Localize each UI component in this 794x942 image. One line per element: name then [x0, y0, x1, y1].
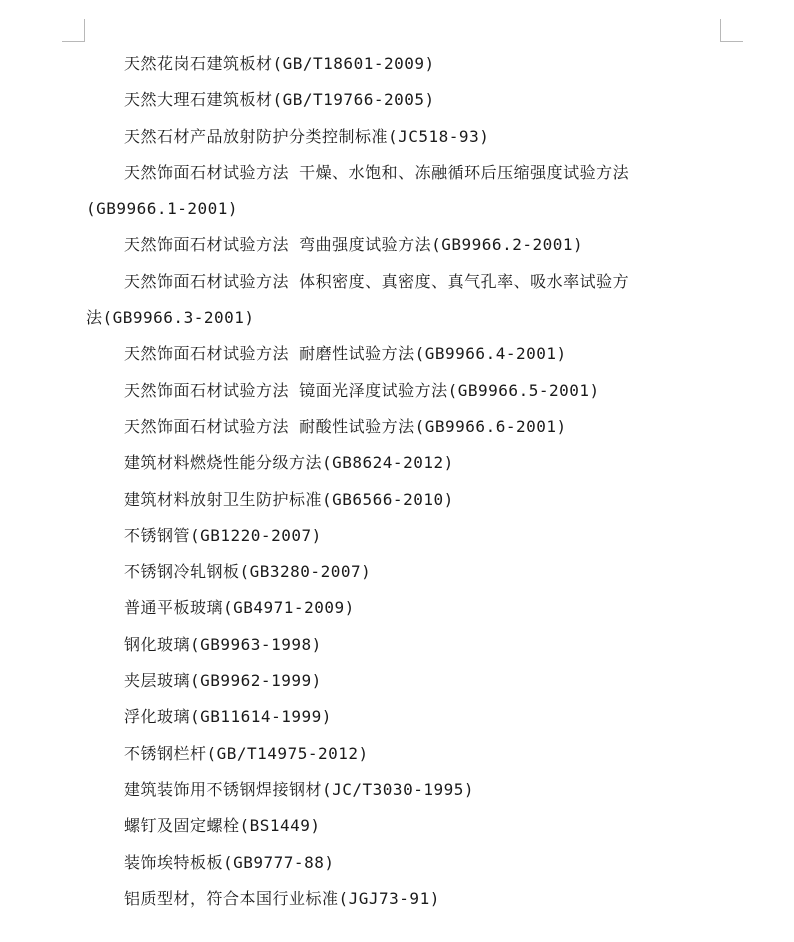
text-line: 天然饰面石材试验方法 干燥、水饱和、冻融循环后压缩强度试验方法: [124, 162, 630, 182]
text-line: (GB9966.1-2001): [86, 199, 238, 219]
text-line: 法(GB9966.3-2001): [86, 308, 255, 328]
text-line: 建筑材料燃烧性能分级方法(GB8624-2012): [124, 453, 454, 473]
text-line: 普通平板玻璃(GB4971-2009): [124, 598, 355, 618]
text-line: 天然石材产品放射防护分类控制标准(JC518-93): [124, 126, 490, 146]
text-line: 不锈钢栏杆(GB/T14975-2012): [124, 743, 369, 763]
text-line: 天然饰面石材试验方法 镜面光泽度试验方法(GB9966.5-2001): [124, 380, 600, 400]
text-line: 建筑装饰用不锈钢焊接钢材(JC/T3030-1995): [124, 779, 474, 799]
text-line: 铝质型材，符合本国行业标准(JGJ73-91): [124, 888, 440, 908]
text-line: 装饰埃特板板(GB9777-88): [124, 852, 335, 872]
text-line: 钢化玻璃(GB9963-1998): [124, 634, 322, 654]
text-line: 天然饰面石材试验方法 耐酸性试验方法(GB9966.6-2001): [124, 416, 567, 436]
text-line: 天然大理石建筑板材(GB/T19766-2005): [124, 90, 435, 110]
top-left-margin-mark: [62, 19, 85, 42]
text-line: 天然饰面石材试验方法 耐磨性试验方法(GB9966.4-2001): [124, 344, 567, 364]
text-line: 天然花岗石建筑板材(GB/T18601-2009): [124, 54, 435, 73]
text-line: 天然饰面石材试验方法 弯曲强度试验方法(GB9966.2-2001): [124, 235, 584, 255]
text-line: 天然饰面石材试验方法 体积密度、真密度、真气孔率、吸水率试验方: [124, 271, 630, 291]
text-line: 浮化玻璃(GB11614-1999): [124, 707, 332, 727]
text-line: 螺钉及固定螺栓(BS1449): [124, 816, 321, 836]
document-body[interactable]: [86, 46, 722, 917]
text-line: 不锈钢管(GB1220-2007): [124, 525, 322, 545]
text-line: 夹层玻璃(GB9962-1999): [124, 671, 322, 691]
text-line: 不锈钢冷轧钢板(GB3280-2007): [124, 562, 372, 582]
top-right-margin-mark: [720, 19, 743, 42]
text-line: 建筑材料放射卫生防护标准(GB6566-2010): [124, 489, 454, 509]
